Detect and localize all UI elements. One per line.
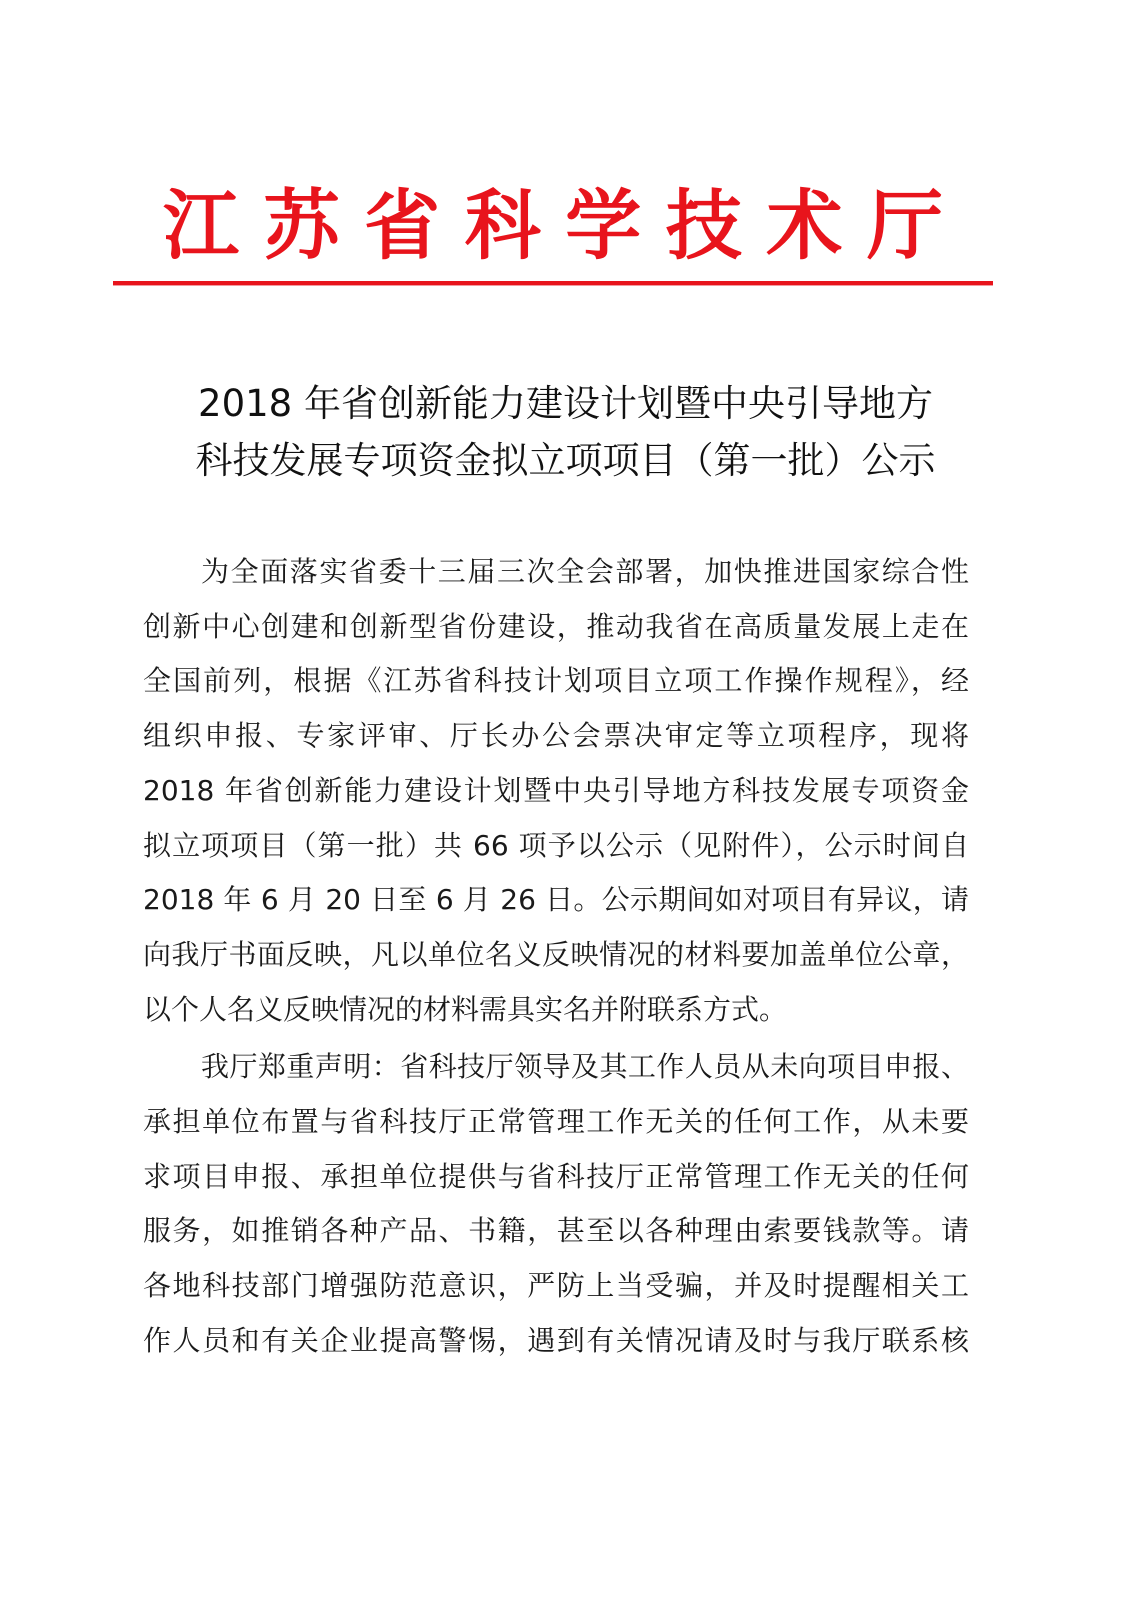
masthead-char: 术 [766,181,843,270]
document-title-line: 科技发展专项资金拟立项项目（第一批）公示 [195,439,936,482]
masthead-char: 科 [464,181,541,270]
text-line: 拟立项项目（第一批）共 66 项予以公示（见附件），公示时间自 [143,828,969,862]
document-title-line: 2018 年省创新能力建设计划暨中央引导地方 [198,382,933,425]
text-line: 作人员和有关企业提高警惕，遇到有关情况请及时与我厅联系核 [143,1323,969,1357]
masthead-char: 厅 [866,181,943,270]
text-line: 各地科技部门增强防范意识，严防上当受骗，并及时提醒相关工 [143,1269,969,1303]
masthead-char: 江 [163,181,239,270]
text-line: 以个人名义反映情况的材料需具实名并附联系方式。 [143,992,788,1026]
text-line: 服务，如推销各种产品、书籍，甚至以各种理由索要钱款等。请 [143,1214,969,1248]
text-line: 2018 年省创新能力建设计划暨中央引导地方科技发展专项资金 [143,773,969,807]
text-line: 为全面落实省委十三届三次全会部署，加快推进国家综合性 [201,555,969,588]
text-line: 全国前列，根据《江苏省科技计划项目立项工作操作规程》，经 [143,664,969,698]
masthead-char: 技 [665,181,742,270]
masthead-char: 省 [364,181,441,270]
masthead-char: 学 [565,181,642,270]
document-body [143,545,969,1369]
paragraph-announcement [143,545,969,1037]
text-line: 向我厅书面反映，凡以单位名义反映情况的材料要加盖单位公章， [143,937,969,971]
paragraph-declaration [143,1040,969,1368]
text-line: 创新中心创建和创新型省份建设，推动我省在高质量发展上走在 [143,609,969,643]
masthead-divider [113,281,993,286]
text-line: 求项目申报、承担单位提供与省科技厅正常管理工作无关的任何 [143,1159,969,1193]
masthead-title [113,176,993,276]
text-line: 承担单位布置与省科技厅正常管理工作无关的任何工作，从未要 [143,1105,969,1139]
text-line: 组织申报、专家评审、厅长办公会票决审定等立项程序，现将 [143,719,969,753]
document-title [100,375,1031,489]
masthead-char: 苏 [263,181,340,270]
text-line: 2018 年 6 月 20 日至 6 月 26 日。公示期间如对项目有异议，请 [143,883,969,917]
text-line: 我厅郑重声明：省科技厅领导及其工作人员从未向项目申报、 [201,1050,969,1084]
